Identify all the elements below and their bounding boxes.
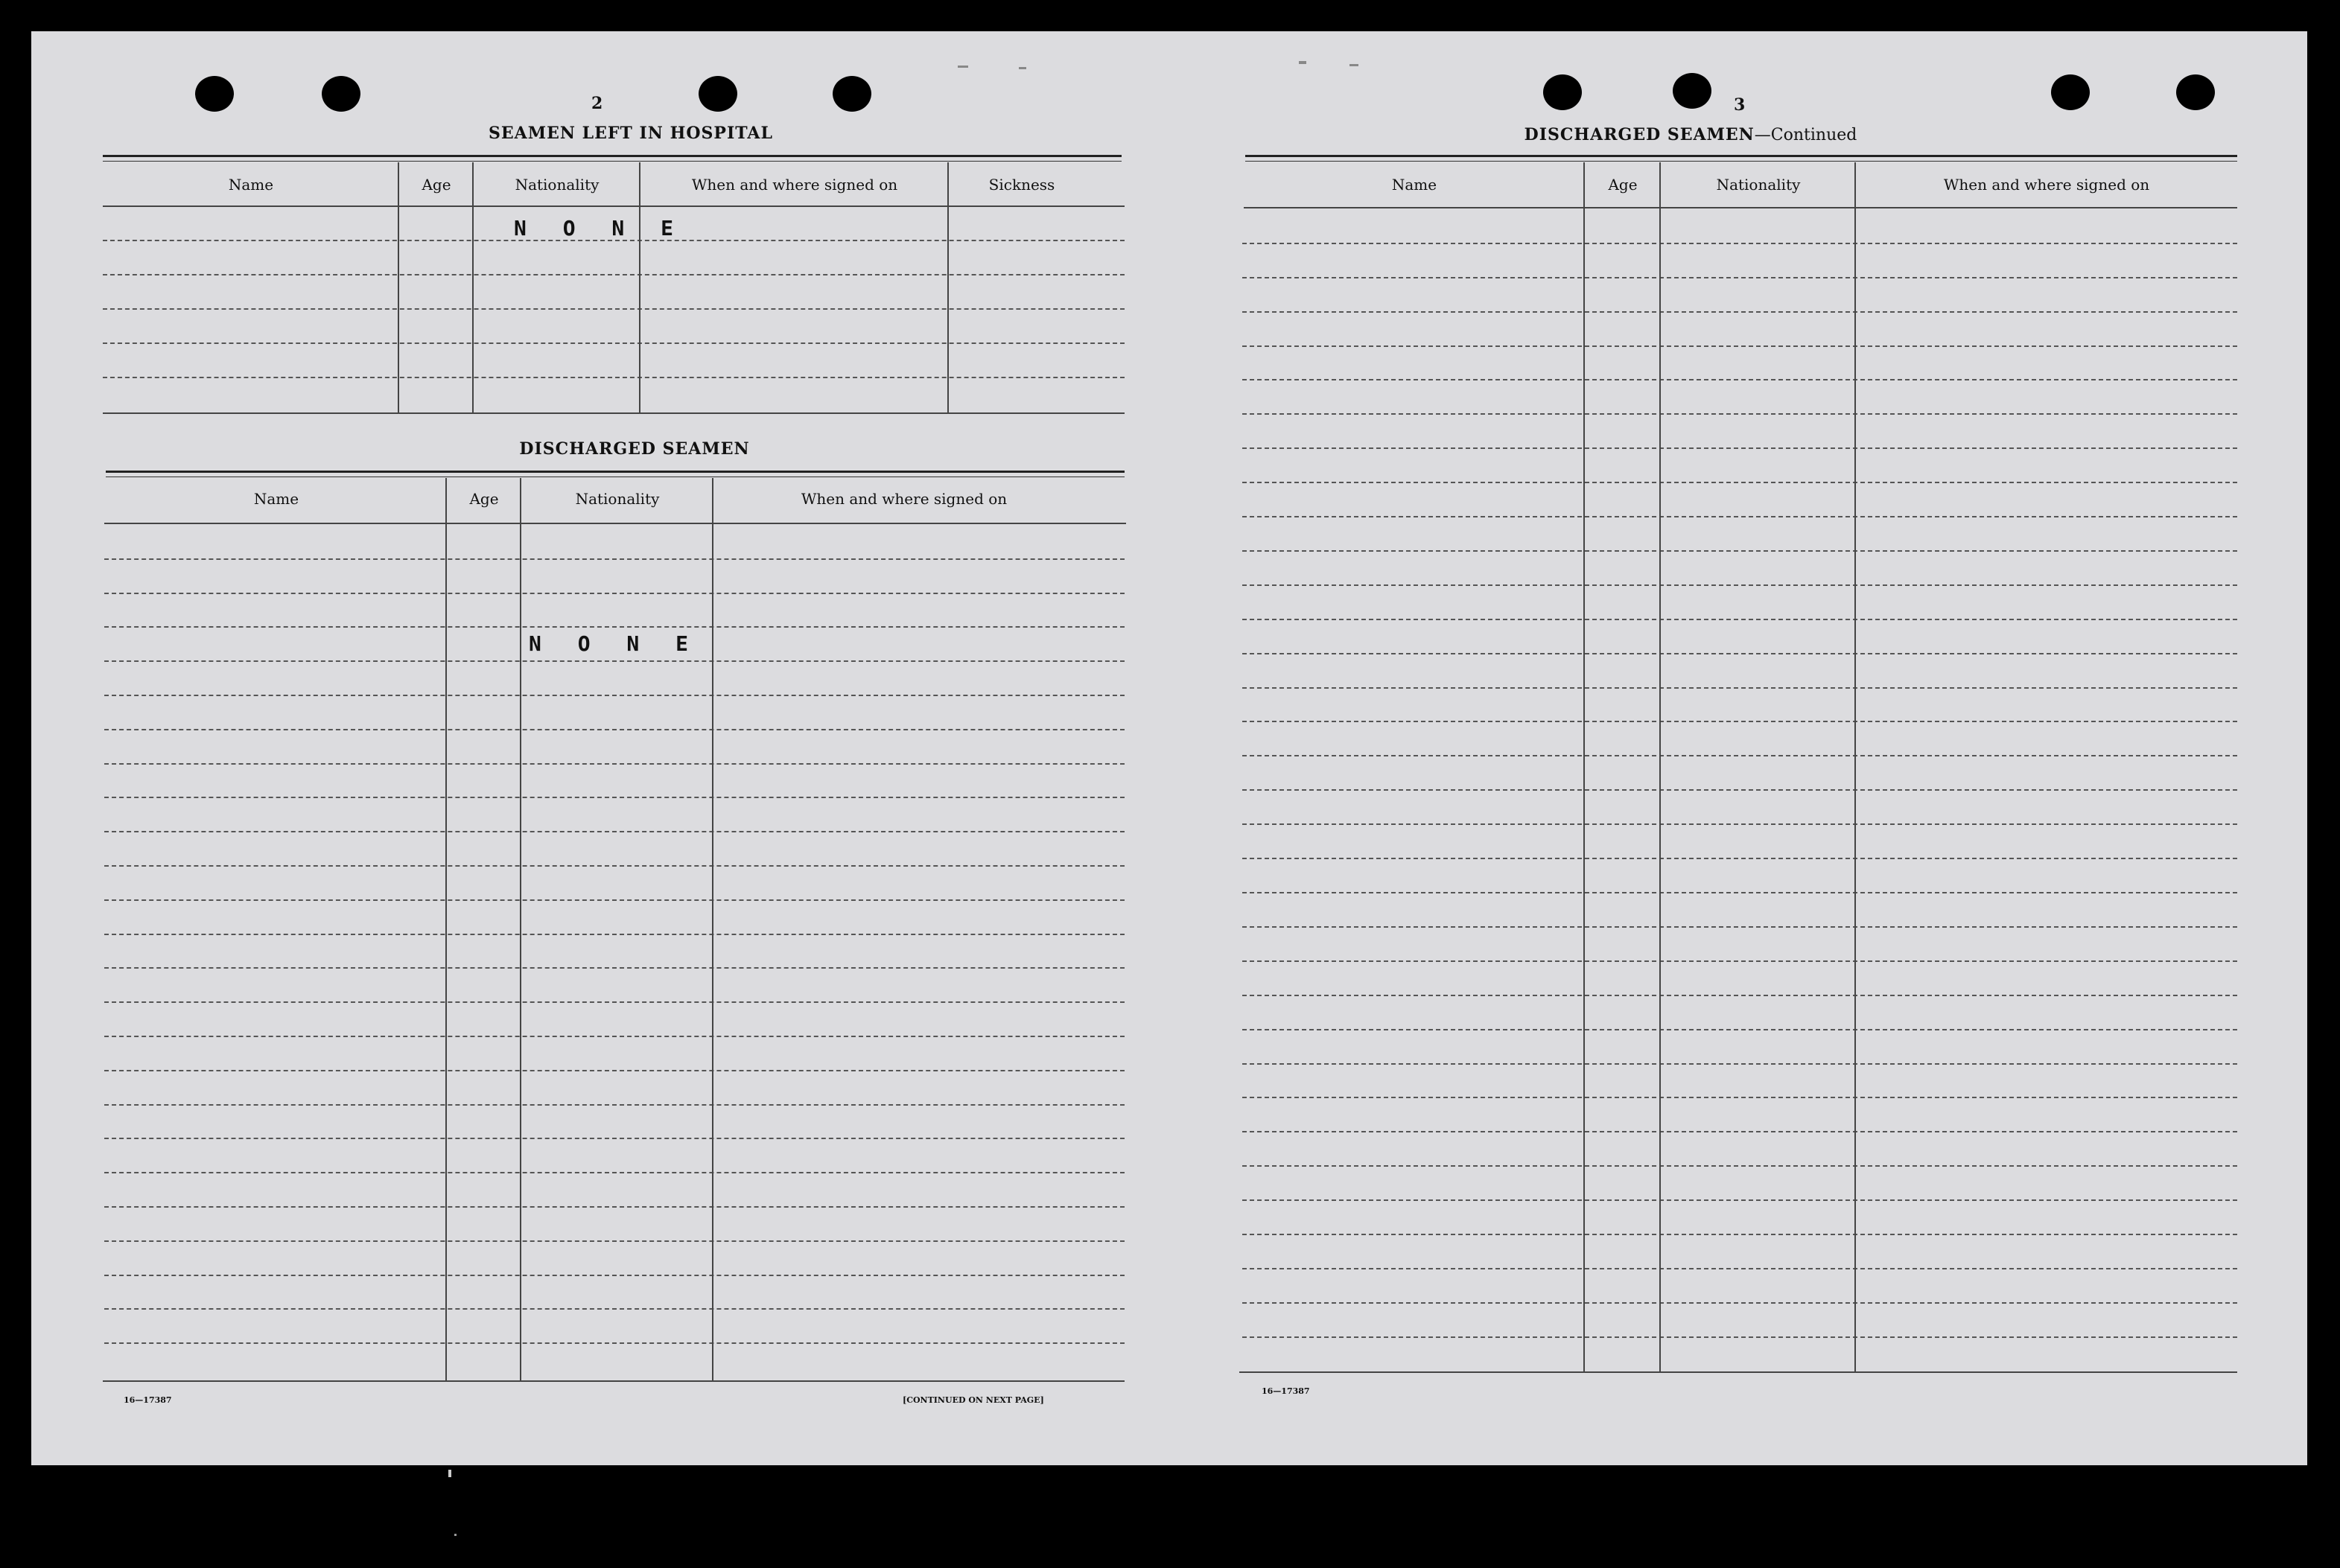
ruled-line [1242, 653, 2237, 654]
ruled-line [1242, 277, 2237, 278]
ruled-line [104, 729, 1125, 730]
ruled-line [104, 1342, 1125, 1344]
ruled-line [1242, 789, 2237, 791]
ruled-line [1242, 447, 2237, 449]
ruled-line [1242, 755, 2237, 756]
ruled-line [1242, 345, 2237, 347]
ruled-line [104, 1104, 1125, 1106]
punch-hole [2051, 74, 2090, 110]
ruled-line [104, 1001, 1125, 1003]
ruled-line [1242, 1199, 2237, 1201]
ruled-line [1242, 1165, 2237, 1167]
ruled-line [104, 763, 1125, 765]
ruled-line [1242, 823, 2237, 825]
ruled-line [104, 1138, 1125, 1139]
ruled-line [1242, 995, 2237, 996]
hospital-none-entry: N O N E [514, 216, 686, 240]
ruled-line [104, 1070, 1125, 1071]
ruled-line [1242, 1029, 2237, 1030]
ruled-line [104, 967, 1125, 969]
ruled-line [1242, 1302, 2237, 1304]
ruled-line [104, 695, 1125, 696]
title-suffix: —Continued [1754, 126, 1857, 144]
form-number: 16—17387 [124, 1395, 172, 1405]
ruled-line [104, 1240, 1125, 1242]
punch-hole [1543, 74, 1582, 110]
ruled-line [1242, 516, 2237, 517]
column-header-nationality: Nationality [1716, 176, 1801, 194]
ruled-line [104, 593, 1125, 594]
hospital-section-title: SEAMEN LEFT IN HOSPITAL [489, 124, 773, 143]
column-header-nationality: Nationality [575, 490, 660, 508]
ruled-line [104, 865, 1125, 867]
ruled-line [1242, 413, 2237, 415]
punch-hole [322, 76, 360, 112]
ruled-line [1242, 858, 2237, 859]
scan-speck [1019, 67, 1026, 69]
column-header-signed-on: When and where signed on [801, 490, 1008, 508]
ruled-line [104, 1275, 1125, 1276]
punch-hole [2176, 74, 2215, 110]
discharged-section-title: DISCHARGED SEAMEN [519, 439, 750, 459]
column-header-age: Age [422, 176, 451, 194]
scan-speck [454, 1534, 457, 1536]
punch-hole [1673, 73, 1711, 109]
column-header-name: Name [253, 490, 299, 508]
ruled-line [1242, 687, 2237, 689]
document-sheet [31, 31, 2307, 1465]
ruled-line [104, 934, 1125, 935]
continued-note: [CONTINUED ON NEXT PAGE] [903, 1395, 1044, 1405]
ruled-line [1242, 1234, 2237, 1235]
scan-speck [1349, 64, 1358, 66]
column-header-name: Name [1391, 176, 1437, 194]
ruled-line [1242, 1063, 2237, 1065]
ruled-line [1242, 1131, 2237, 1132]
column-header-name: Name [228, 176, 274, 194]
column-header-sickness: Sickness [988, 176, 1055, 194]
ruled-line [104, 1172, 1125, 1173]
ruled-line [1242, 1097, 2237, 1098]
ruled-line [104, 831, 1125, 832]
ruled-line [104, 660, 1125, 662]
ruled-line [1242, 721, 2237, 722]
punch-hole [699, 76, 737, 112]
column-header-age: Age [469, 490, 499, 508]
ruled-line [104, 797, 1125, 798]
ruled-line [1242, 1268, 2237, 1269]
scan-speck [1299, 61, 1306, 64]
punch-hole [833, 76, 871, 112]
page-number: 2 [591, 94, 603, 113]
ruled-line [1242, 243, 2237, 244]
title-main: DISCHARGED SEAMEN [1524, 125, 1755, 144]
column-header-signed-on: When and where signed on [1943, 176, 2150, 194]
ruled-line [1242, 550, 2237, 552]
ruled-line [1242, 1336, 2237, 1338]
ruled-line [1242, 960, 2237, 962]
ruled-line [1242, 379, 2237, 380]
column-header-signed-on: When and where signed on [691, 176, 898, 194]
ruled-line [1242, 926, 2237, 928]
ruled-line [104, 1206, 1125, 1208]
ruled-line [104, 1308, 1125, 1310]
ruled-line [104, 558, 1125, 560]
discharged-none-entry: N O N E [529, 631, 701, 656]
column-header-age: Age [1608, 176, 1638, 194]
ruled-line [104, 626, 1125, 628]
scan-speck [958, 66, 968, 68]
discharged-continued-title [1489, 125, 1892, 144]
punch-hole [195, 76, 234, 112]
form-number: 16—17387 [1262, 1386, 1310, 1396]
column-header-nationality: Nationality [515, 176, 600, 194]
ruled-line [1242, 311, 2237, 313]
page-number: 3 [1734, 95, 1746, 115]
ruled-line [104, 899, 1125, 901]
ruled-line [1242, 892, 2237, 893]
scan-speck [448, 1470, 451, 1477]
ruled-line [104, 1036, 1125, 1037]
ruled-line [1242, 584, 2237, 586]
ruled-line [1242, 482, 2237, 483]
ruled-line [1242, 619, 2237, 620]
